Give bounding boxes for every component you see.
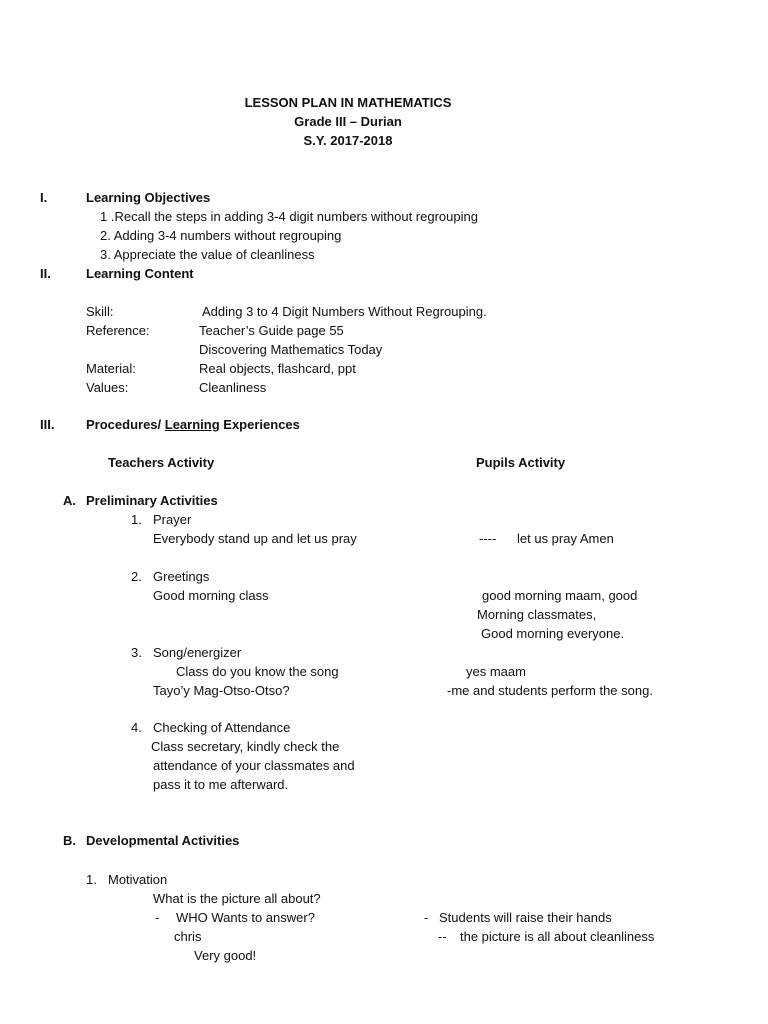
objective-item: 1 .Recall the steps in adding 3-4 digit numbers without regrouping	[100, 209, 478, 224]
part-b-label: B.	[63, 833, 76, 848]
attendance-number: 4.	[131, 720, 142, 735]
pupil-dash: -	[424, 910, 429, 925]
pupil-dash: --	[438, 929, 447, 944]
teacher-line: attendance of your classmates and	[153, 758, 355, 773]
prayer-title: Prayer	[153, 512, 192, 527]
section-1-title: Learning Objectives	[86, 190, 211, 205]
teacher-line: chris	[174, 929, 202, 944]
teacher-line: Good morning class	[153, 588, 269, 603]
pupil-line: Students will raise their hands	[439, 910, 612, 925]
pupil-line: yes maam	[466, 664, 526, 679]
attendance-title: Checking of Attendance	[153, 720, 291, 735]
objective-item: 2. Adding 3-4 numbers without regrouping	[100, 228, 342, 243]
pupil-line: good morning maam, good	[482, 588, 638, 603]
teacher-line: Very good!	[194, 948, 257, 963]
objective-item: 3. Appreciate the value of cleanliness	[100, 247, 315, 262]
skill-value: Adding 3 to 4 Digit Numbers Without Regrouping.	[202, 304, 487, 319]
pupil-line: Good morning everyone.	[481, 626, 625, 641]
section-2-numeral: II.	[40, 266, 51, 281]
teacher-line: WHO Wants to answer?	[176, 910, 315, 925]
pupil-dash: ----	[479, 531, 497, 546]
teachers-activity-header: Teachers Activity	[108, 455, 215, 470]
values-value: Cleanliness	[199, 380, 267, 395]
school-year: S.Y. 2017-2018	[303, 133, 393, 148]
pupil-line: the picture is all about cleanliness	[460, 929, 655, 944]
song-title: Song/energizer	[153, 645, 242, 660]
teacher-line: What is the picture all about?	[153, 891, 321, 906]
document-title: LESSON PLAN IN MATHEMATICS	[244, 95, 452, 110]
teacher-dash: -	[155, 910, 160, 925]
reference-value: Discovering Mathematics Today	[199, 342, 383, 357]
teacher-line: Class do you know the song	[176, 664, 339, 679]
material-label: Material:	[86, 361, 136, 376]
part-b-title: Developmental Activities	[86, 833, 240, 848]
grade-section: Grade III – Durian	[294, 114, 402, 129]
motivation-title: Motivation	[108, 872, 168, 887]
reference-label: Reference:	[86, 323, 150, 338]
song-number: 3.	[131, 645, 142, 660]
section-3-title: Procedures/ Learning Experiences	[86, 417, 300, 432]
teacher-line: Class secretary, kindly check the	[151, 739, 340, 754]
teacher-line: pass it to me afterward.	[153, 777, 289, 792]
part-a-label: A.	[63, 493, 76, 508]
values-label: Values:	[86, 380, 129, 395]
greetings-number: 2.	[131, 569, 142, 584]
material-value: Real objects, flashcard, ppt	[199, 361, 356, 376]
greetings-title: Greetings	[153, 569, 210, 584]
pupils-activity-header: Pupils Activity	[476, 455, 566, 470]
pupil-line: Morning classmates,	[477, 607, 597, 622]
prayer-number: 1.	[131, 512, 142, 527]
skill-label: Skill:	[86, 304, 114, 319]
pupil-line: -me and students perform the song.	[447, 683, 653, 698]
teacher-line: Tayo’y Mag-Otso-Otso?	[153, 683, 290, 698]
motivation-number: 1.	[86, 872, 97, 887]
section-3-numeral: III.	[40, 417, 55, 432]
teacher-line: Everybody stand up and let us pray	[153, 531, 357, 546]
part-a-title: Preliminary Activities	[86, 493, 218, 508]
section-2-title: Learning Content	[86, 266, 194, 281]
reference-value: Teacher’s Guide page 55	[199, 323, 344, 338]
section-1-numeral: I.	[40, 190, 48, 205]
pupil-line: let us pray Amen	[517, 531, 614, 546]
